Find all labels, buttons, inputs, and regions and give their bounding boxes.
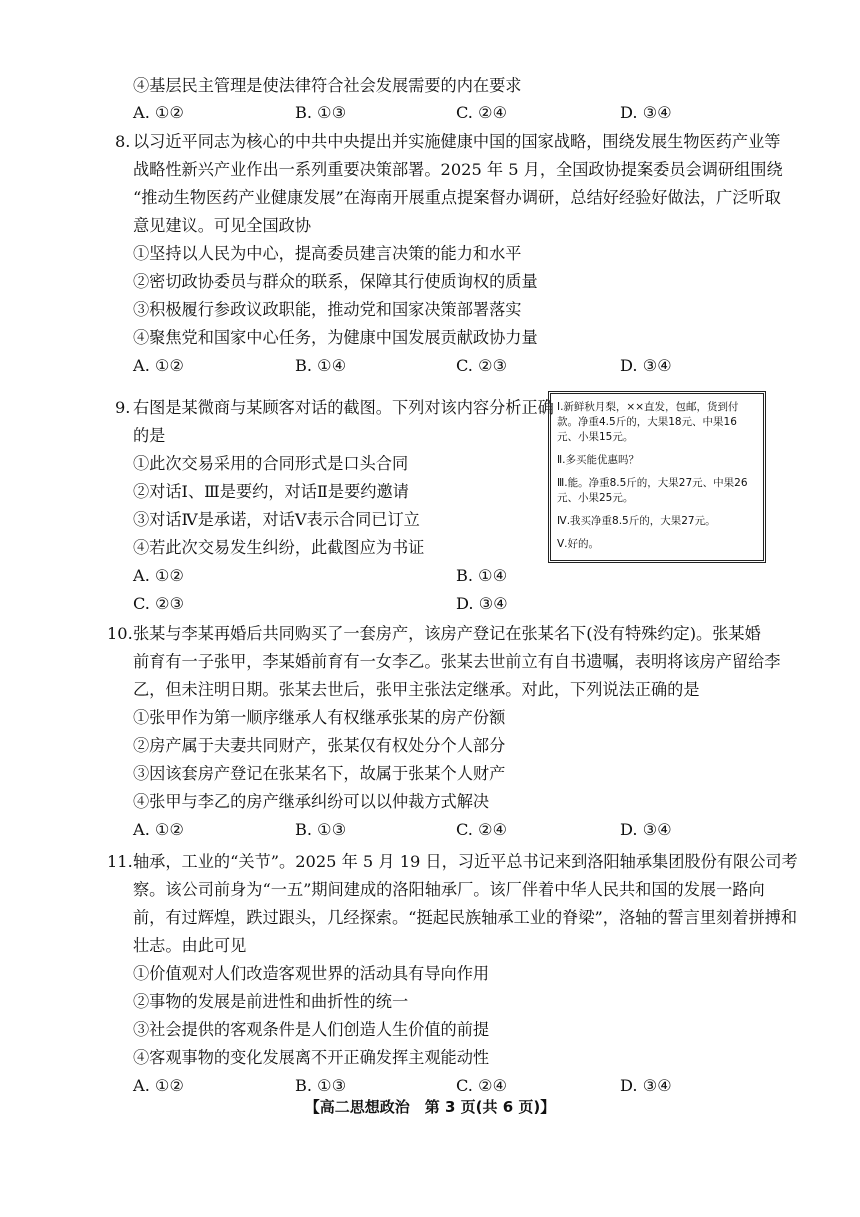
q10-statement-3: ③因该套房产登记在张某名下，故属于张某个人财产 bbox=[133, 764, 506, 783]
q7-option-d: D. ③④ bbox=[620, 103, 672, 122]
q11-stem-line: 壮志。由此可见 bbox=[133, 936, 247, 955]
q11-number: 11. bbox=[107, 852, 133, 871]
q10-stem-line: 乙，但未注明日期。张某去世后，张甲主张法定继承。对此，下列说法正确的是 bbox=[133, 680, 700, 699]
q8-number: 8. bbox=[115, 132, 131, 151]
q10-option-a: A. ①② bbox=[133, 820, 185, 839]
q11-option-c: C. ②④ bbox=[456, 1076, 508, 1095]
q11-statement-1: ①价值观对人们改造客观世界的活动具有导向作用 bbox=[133, 964, 490, 983]
page-footer: 【高二思想政治 第 3 页(共 6 页)】 bbox=[304, 1098, 556, 1116]
q11-statement-3: ③社会提供的客观条件是人们创造人生价值的前提 bbox=[133, 1020, 490, 1039]
q11-statement-2: ②事物的发展是前进性和曲折性的统一 bbox=[133, 992, 409, 1011]
chat-message-4: Ⅳ.我买净重8.5斤的，大果27元。 bbox=[557, 515, 716, 527]
q11-option-a: A. ①② bbox=[133, 1076, 185, 1095]
q10-option-d: D. ③④ bbox=[620, 820, 672, 839]
q11-option-d: D. ③④ bbox=[620, 1076, 672, 1095]
q9-number: 9. bbox=[115, 398, 131, 417]
chat-message-2: Ⅱ.多买能优惠吗？ bbox=[557, 454, 640, 466]
q9-statement-3: ③对话Ⅳ是承诺，对话Ⅴ表示合同已订立 bbox=[133, 510, 420, 529]
q10-statement-2: ②房产属于夫妻共同财产，张某仅有权处分个人部分 bbox=[133, 736, 506, 755]
q9-option-c: C. ②③ bbox=[133, 594, 185, 613]
q8-stem-line: “推动生物医药产业健康发展”在海南开展重点提案督办调研，总结好经验好做法，广泛听取 bbox=[133, 188, 781, 207]
q8-statement-3: ③积极履行参政议政职能，推动党和国家决策部署落实 bbox=[133, 300, 522, 319]
q8-option-c: C. ②③ bbox=[456, 356, 508, 375]
q7-statement-4: ④基层民主管理是使法律符合社会发展需要的内在要求 bbox=[133, 76, 522, 95]
q8-statement-4: ④聚焦党和国家中心任务，为健康中国发展贡献政协力量 bbox=[133, 328, 538, 347]
chat-message-5: Ⅴ.好的。 bbox=[557, 538, 600, 550]
q8-statement-2: ②密切政协委员与群众的联系，保障其行使质询权的质量 bbox=[133, 272, 538, 291]
q9-stem-line: 的是 bbox=[133, 426, 166, 445]
q9-stem-line: 右图是某微商与某顾客对话的截图。下列对该内容分析正确 bbox=[133, 398, 554, 417]
q11-statement-4: ④客观事物的变化发展离不开正确发挥主观能动性 bbox=[133, 1048, 490, 1067]
q10-option-c: C. ②④ bbox=[456, 820, 508, 839]
q8-option-b: B. ①④ bbox=[295, 356, 347, 375]
q7-option-a: A. ①② bbox=[133, 103, 185, 122]
q10-stem-line: 前育有一子张甲，李某婚前育有一女李乙。张某去世前立有自书遗嘱，表明将该房产留给李 bbox=[133, 652, 781, 671]
q8-stem-line: 以习近平同志为核心的中共中央提出并实施健康中国的国家战略，围绕发展生物医药产业等 bbox=[133, 132, 781, 151]
q7-option-b: B. ①③ bbox=[295, 103, 347, 122]
q8-statement-1: ①坚持以人民为中心，提高委员建言决策的能力和水平 bbox=[133, 244, 522, 263]
q10-statement-1: ①张甲作为第一顺序继承人有权继承张某的房产份额 bbox=[133, 708, 506, 727]
chat-message-1: Ⅰ.新鲜秋月梨，××直发，包邮，货到付款。净重4.5斤的，大果18元、中果16元、小果15元。 bbox=[557, 401, 739, 443]
q10-number: 10. bbox=[107, 624, 133, 643]
q9-option-a: A. ①② bbox=[133, 566, 185, 585]
q10-option-b: B. ①③ bbox=[295, 820, 347, 839]
q9-option-b: B. ①④ bbox=[456, 566, 508, 585]
q8-option-d: D. ③④ bbox=[620, 356, 672, 375]
q9-statement-4: ④若此次交易发生纠纷，此截图应为书证 bbox=[133, 538, 425, 557]
q8-option-a: A. ①② bbox=[133, 356, 185, 375]
q9-statement-1: ①此次交易采用的合同形式是口头合同 bbox=[133, 454, 409, 473]
q8-stem-line: 战略性新兴产业作出一系列重要决策部署。2025 年 5 月，全国政协提案委员会调研组围绕 bbox=[133, 160, 783, 179]
chat-screenshot-box bbox=[548, 391, 766, 563]
chat-message-3: Ⅲ.能。净重8.5斤的，大果27元、中果26元、小果25元。 bbox=[557, 477, 748, 504]
q11-stem-line: 前，有过辉煌，跌过跟头，几经探索。“挺起民族轴承工业的脊梁”，洛轴的誓言里刻着拼搏和 bbox=[133, 908, 798, 927]
q10-statement-4: ④张甲与李乙的房产继承纠纷可以以仲裁方式解决 bbox=[133, 792, 490, 811]
q7-option-c: C. ②④ bbox=[456, 103, 508, 122]
q8-stem-line: 意见建议。可见全国政协 bbox=[133, 216, 312, 235]
q11-option-b: B. ①③ bbox=[295, 1076, 347, 1095]
q11-stem-line: 察。该公司前身为“一五”期间建成的洛阳轴承厂。该厂伴着中华人民共和国的发展一路向 bbox=[133, 880, 765, 899]
q9-option-d: D. ③④ bbox=[456, 594, 508, 613]
q9-statement-2: ②对话Ⅰ、Ⅲ是要约，对话Ⅱ是要约邀请 bbox=[133, 482, 409, 501]
q11-stem-line: 轴承，工业的“关节”。2025 年 5 月 19 日，习近平总书记来到洛阳轴承集团股份有限公司考 bbox=[133, 852, 798, 871]
q10-stem-line: 张某与李某再婚后共同购买了一套房产，该房产登记在张某名下(没有特殊约定)。张某婚 bbox=[133, 624, 761, 643]
